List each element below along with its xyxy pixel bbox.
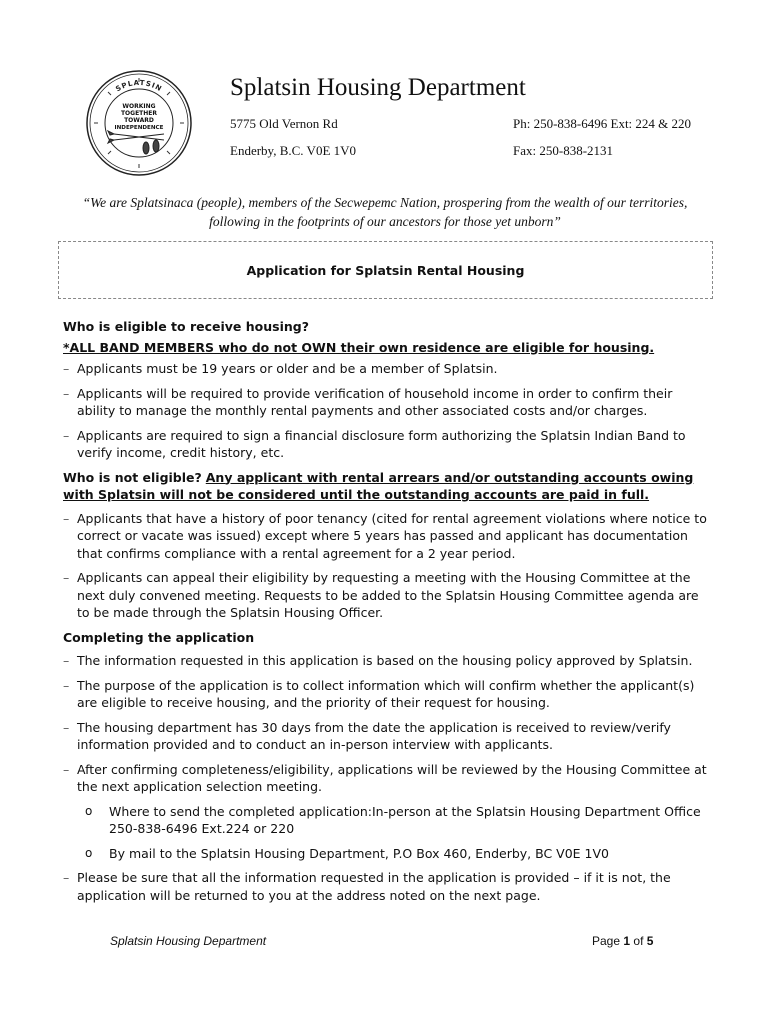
application-title: Application for Splatsin Rental Housing bbox=[246, 263, 525, 278]
application-title-box bbox=[58, 241, 713, 299]
list-item: – Applicants must be 19 years or older and be a member of Splatsin. bbox=[63, 361, 498, 376]
not-eligible-heading: Who is not eligible? bbox=[63, 469, 202, 485]
seal-arc-text: SPLATSIN bbox=[114, 78, 164, 94]
eligibility-heading: Who is eligible to receive housing? bbox=[63, 319, 309, 334]
band-members-note: *ALL BAND MEMBERS who do not OWN their own residence are eligible for housing. bbox=[63, 339, 655, 355]
list-item: – The purpose of the application is to collect information which will confirm whether the applicant(s) are eligible to receive housing, and the priority of their request for housing. bbox=[63, 677, 695, 710]
seal-motto-line: TOGETHER bbox=[120, 110, 158, 117]
list-item: – After confirming completeness/eligibility, applications will be reviewed by the Housing Committee at the next application selection meeting. bbox=[63, 761, 707, 794]
department-title: Splatsin Housing Department bbox=[230, 74, 526, 101]
seal-motto-line: WORKING bbox=[122, 103, 156, 110]
list-item: – The housing department has 30 days from the date the application is received to review/verify information provided and to conduct an in-person interview with applicants. bbox=[63, 719, 671, 752]
list-item: – Applicants that have a history of poor tenancy (cited for rental agreement violations where notice to correct or vacate was issued) except where 5 years has passed and applicant has documentation that confirms compliance with a rental agreement for a 2 year period. bbox=[63, 510, 707, 561]
not-eligible-section bbox=[63, 469, 708, 504]
mission-line-2: following in the footprints of our ancestors for those yet unborn” bbox=[209, 214, 561, 229]
mission-line-1: “We are Splatsinaca (people), members of the Secwepemc Nation, prospering from the wealth of our territories, bbox=[82, 195, 688, 210]
list-item: – Applicants can appeal their eligibility by requesting a meeting with the Housing Committee at the next duly convened meeting. Requests to be added to the Splatsin Housing Committee agenda are to be made through the Splatsin Housing Officer. bbox=[63, 570, 699, 620]
list-item: – Applicants will be required to provide verification of household income in order to confirm their ability to manage the monthly rental payments and other associated costs and/or charges. bbox=[63, 385, 673, 418]
sub-list-item: o Where to send the completed application:In-person at the Splatsin Housing Department Office 250-838-6496 Ext.224 or 220 bbox=[85, 803, 701, 836]
phone-number: Ph: 250-838-6496 Ext: 224 & 220 bbox=[513, 116, 692, 131]
splatsin-seal-logo bbox=[84, 68, 194, 178]
seal-motto-line: TOWARD bbox=[124, 117, 154, 124]
page-indicator: Page 1 of 5 bbox=[592, 934, 654, 948]
mission-statement bbox=[40, 193, 730, 231]
list-item: – Please be sure that all the information requested in the application is provided – if it is not, the application will be returned to you at the address noted on the next page. bbox=[63, 870, 671, 903]
document-body bbox=[63, 318, 708, 904]
seal-motto-line: INDEPENDENCE bbox=[114, 125, 164, 131]
list-item: – Applicants are required to sign a financial disclosure form authorizing the Splatsin Indian Band to verify income, credit history, etc. bbox=[63, 427, 686, 460]
fax-number: Fax: 250-838-2131 bbox=[513, 143, 614, 158]
footer-department: Splatsin Housing Department bbox=[110, 934, 267, 948]
sub-list-item: o By mail to the Splatsin Housing Department, P.O Box 460, Enderby, BC V0E 1V0 bbox=[85, 845, 610, 861]
address-street: 5775 Old Vernon Rd bbox=[230, 116, 338, 131]
list-item: – The information requested in this application is based on the housing policy approved by Splatsin. bbox=[63, 653, 693, 668]
not-eligible-statement: Any applicant with rental arrears and/or outstanding accounts owing with Splatsin will not be considered until the outstanding accounts are paid in full. bbox=[63, 469, 694, 502]
address-city: Enderby, B.C. V0E 1V0 bbox=[230, 143, 357, 158]
completing-heading: Completing the application bbox=[63, 629, 255, 645]
